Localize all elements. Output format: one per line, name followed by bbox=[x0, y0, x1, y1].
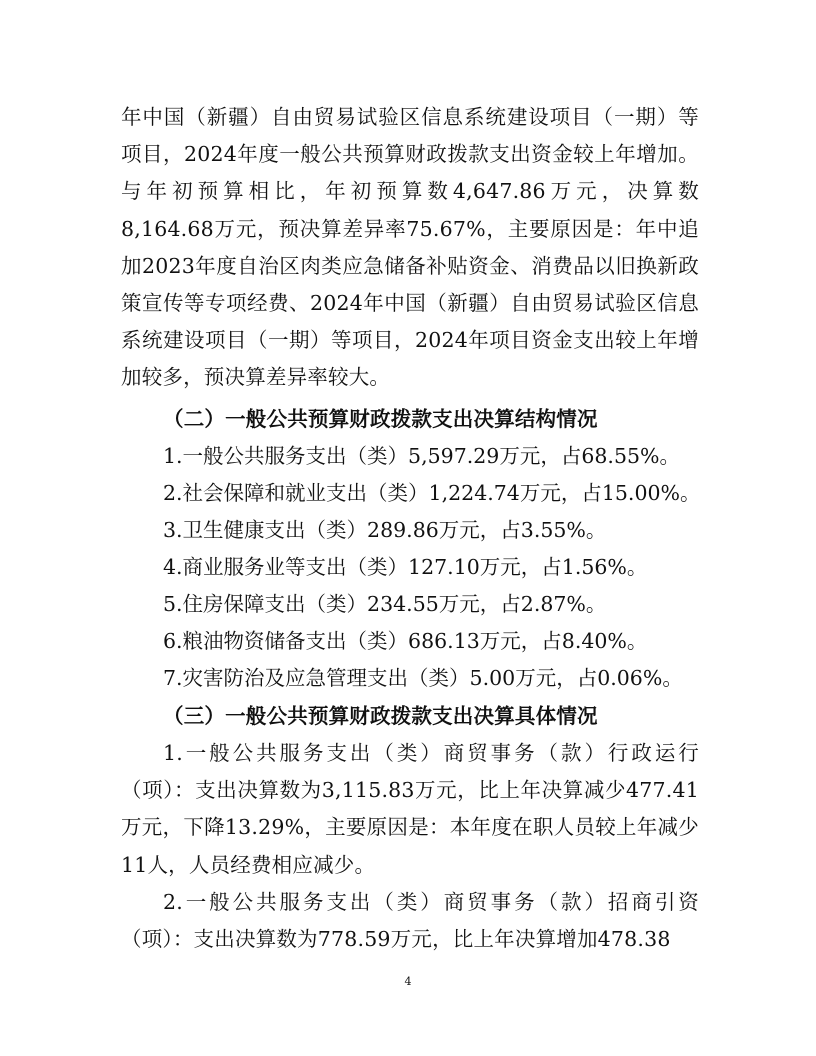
body-paragraph-budget-comparison: 年中国（新疆）自由贸易试验区信息系统建设项目（一期）等项目，2024年度一般公共预算财政拨款支出资金较上年增加。与年初预算相比，年初预算数4,647.86万元，决算数8,164.68万元，预决算差异率75.67%，主要原因是：年中追加2023年度自治区肉类应急储备补贴资金、消费品以旧换新政策宣传等专项经费、2024年中国（新疆）自由贸易试验区信息系统建设项目（一期）等项目，2024年项目资金支出较上年增加较多，预决算差异率较大。 bbox=[121, 105, 699, 390]
list-item: 4.商业服务业等支出（类）127.10万元，占1.56%。 bbox=[163, 555, 648, 579]
list-item: 3.卫生健康支出（类）289.86万元，占3.55%。 bbox=[163, 518, 607, 542]
list-item: 6.粮油物资储备支出（类）686.13万元，占8.40%。 bbox=[163, 629, 648, 653]
list-item: 1.一般公共服务支出（类）5,597.29万元，占68.55%。 bbox=[163, 444, 681, 468]
list-item: 5.住房保障支出（类）234.55万元，占2.87%。 bbox=[163, 592, 607, 616]
list-item: 7.灾害防治及应急管理支出（类）5.00万元，占0.06%。 bbox=[163, 666, 683, 690]
body-paragraph-investment-promotion: 2.一般公共服务支出（类）商贸事务（款）招商引资（项）：支出决算数为778.59万元，比上年决算增加478.38 bbox=[121, 890, 699, 952]
page-number: 4 bbox=[404, 975, 412, 988]
list-item: 2.社会保障和就业支出（类）1,224.74万元，占15.00%。 bbox=[163, 481, 701, 505]
body-paragraph-administrative-operation: 1.一般公共服务支出（类）商贸事务（款）行政运行（项）：支出决算数为3,115.83万元，比上年决算减少477.41万元，下降13.29%，主要原因是：本年度在职人员较上年减少11人，人员经费相应减少。 bbox=[121, 741, 699, 877]
section-heading-structure: （二）一般公共预算财政拨款支出决算结构情况 bbox=[163, 407, 598, 431]
section-heading-details: （三）一般公共预算财政拨款支出决算具体情况 bbox=[163, 704, 598, 728]
